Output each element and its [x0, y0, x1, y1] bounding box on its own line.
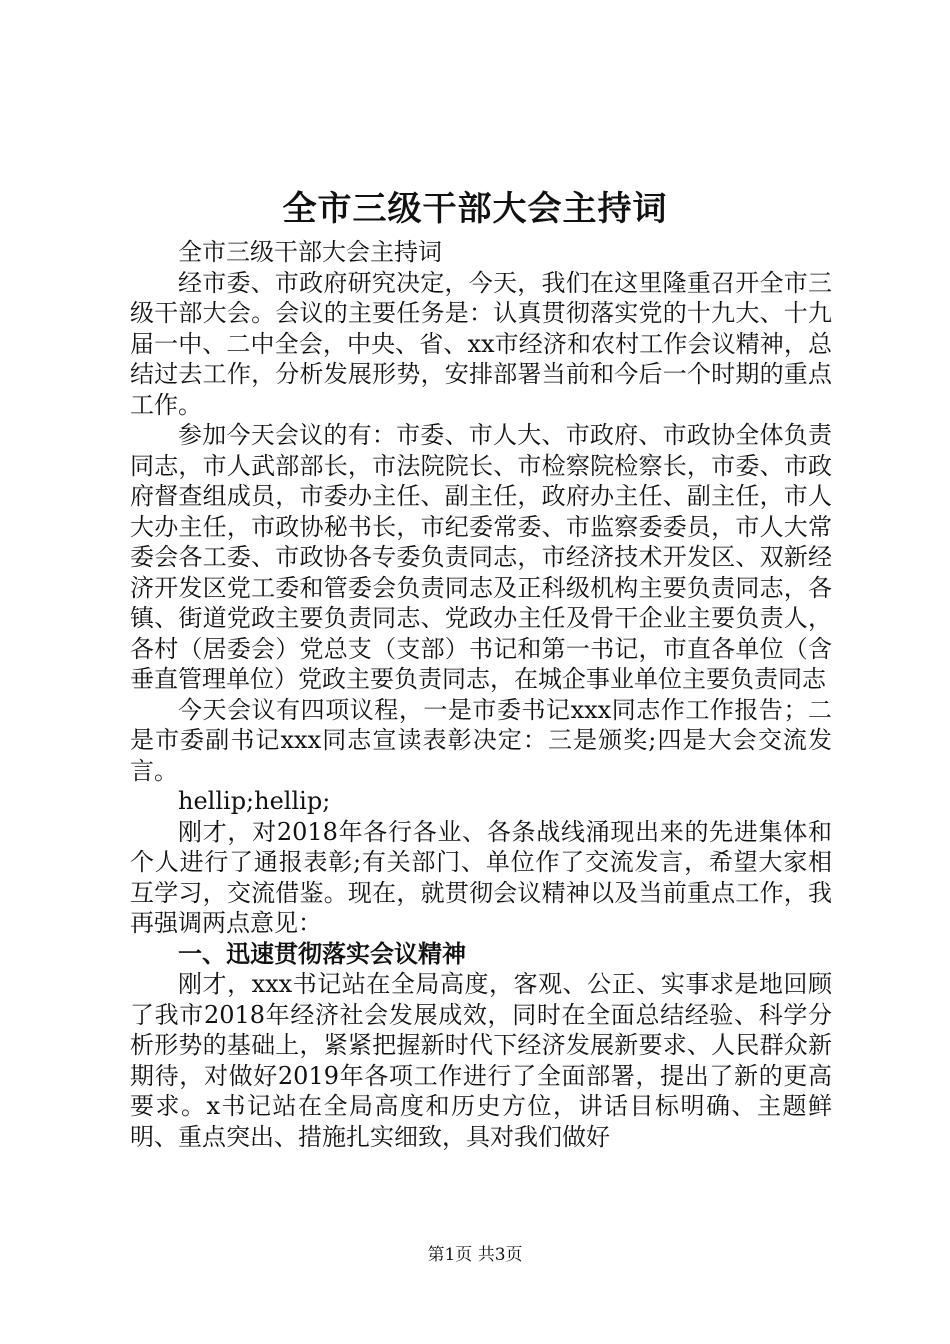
paragraph-attendees: 参加今天会议的有：市委、市人大、市政府、市政协全体负责同志，市人武部部长，市法院院长、市检察院检察长，市委、市政府督查组成员，市委办主任、副主任，政府办主任、副主任，市人大办主任，市政协秘书长，市纪委常委、市监察委委员，市人大常委会各工委、市政协各专委负责同志，市经济技术开发区、双新经济开发区党工委和管委会负责同志及正科级机构主要负责同志，各镇、街道党政主要负责同志、党政办主任及骨干企业主要负责人，各村（居委会）党总支（支部）书记和第一书记，市直各单位（含垂直管理单位）党政主要负责同志，在城企事业单位主要负责同志 [130, 421, 832, 693]
paragraph-commendation: 刚才，对2018年各行各业、各条战线涌现出来的先进集体和个人进行了通报表彰;有关部门、单位作了交流发言，希望大家相互学习，交流借鉴。现在，就贯彻会议精神以及当前重点工作，我再强调两点意见： [130, 817, 832, 937]
paragraph-review: 刚才，xxx书记站在全局高度，客观、公正、实事求是地回顾了我市2018年经济社会发展成效，同时在全面总结经验、科学分析形势的基础上，紧紧把握新时代下经济发展新要求、人民群众新期待，对做好2019年各项工作进行了全面部署，提出了新的更高要求。x书记站在全局高度和历史方位，讲话目标明确、主题鲜明、重点突出、措施扎实细致，具对我们做好 [130, 970, 832, 1151]
paragraph-ellipsis: hellip;hellip; [178, 787, 331, 815]
section-heading: 一、迅速贯彻落实会议精神 [178, 939, 466, 968]
paragraph-intro: 经市委、市政府研究决定，今天，我们在这里隆重召开全市三级干部大会。会议的主要任务是：认真贯彻落实党的十九大、十九届一中、二中全会，中央、省、xx市经济和农村工作会议精神，总结过去工作，分析发展形势，安排部署当前和今后一个时期的重点工作。 [130, 268, 832, 419]
document-body [130, 237, 832, 1152]
document-title: 全市三级干部大会主持词 [282, 189, 668, 229]
paragraph-agenda: 今天会议有四项议程，一是市委书记xxx同志作工作报告；二是市委副书记xxx同志宣读表彰决定：三是颁奖;四是大会交流发言。 [130, 695, 832, 785]
paragraph-subtitle: 全市三级干部大会主持词 [178, 238, 442, 266]
page-footer: 第1页 共3页 [427, 1245, 523, 1265]
